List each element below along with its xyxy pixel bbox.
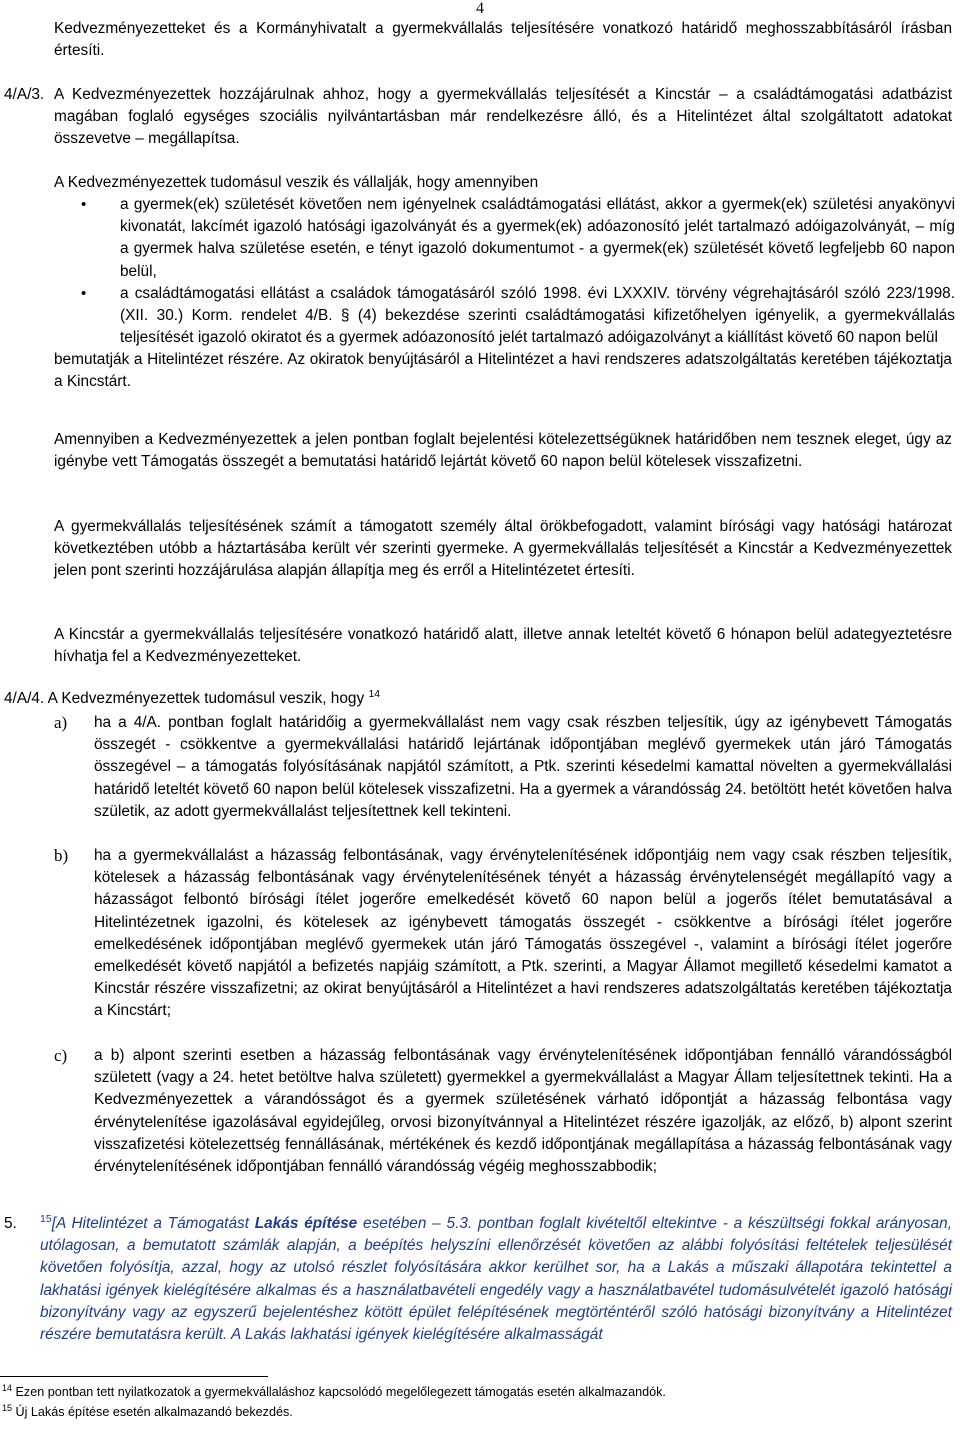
section-5-text-start: [A Hitelintézet a Támogatást [51, 1215, 249, 1232]
paragraph-kincstar [54, 624, 952, 668]
section-label-4a3: 4/A/3. [4, 86, 45, 103]
bullet-item-1 [76, 194, 955, 283]
page-number: 4 [476, 0, 484, 17]
footnote-15 [2, 1404, 293, 1420]
after-bullets-text: bemutatják a Hitelintézet részére. Az okiratok benyújtásáról a Hitelintézet a havi rendszeres adatszolgáltatás keretében tájékoztatja a Kincstárt. [54, 351, 952, 391]
footnote-ref-14[interactable]: 14 [368, 687, 381, 700]
section-label-5: 5. [4, 1215, 17, 1232]
section-4a3-paragraph [54, 84, 952, 151]
section-5-text [40, 1213, 952, 1346]
after-bullets-paragraph [54, 349, 952, 393]
intro-text: Kedvezményezetteket és a Kormányhivatalt a gyermekvállalás teljesítésére vonatkozó határidő meghosszabbításáról írásban értesíti. [54, 20, 952, 60]
list-item-c [54, 1045, 952, 1178]
bullet-item-2 [76, 283, 955, 350]
list-letter-b: b) [54, 846, 69, 865]
footnote-ref-15[interactable]: 15 [40, 1212, 52, 1225]
paragraph-adoption [54, 516, 952, 583]
footnote-num-14: 14 [2, 1382, 13, 1393]
bullet-text-1: • a gyermek(ek) születését követően nem igényelnek családtámogatási ellátást, akkor a gyermek(ek) születési anyakönyvi kivonatát, lakcímét igazoló hatósági igazolványát és a gyermek(ek) adóazonosító jelét tartalmazó adóigazolványát, – míg a gyermek halva születése esetén, e tényt igazoló dokumentumot - a gyermek(ek) születését követő legfeljebb 60 napon belül, [120, 196, 955, 280]
lead-text: A Kedvezményezettek tudomásul veszik és vállalják, hogy amennyiben [54, 174, 539, 191]
deadline-text: Amennyiben a Kedvezményezettek a jelen pontban foglalt bejelentési kötelezettségüknek határidőben nem tesznek eleget, úgy az igénybe vett Támogatás összegét a bemutatási határidő lejártát követő 60 napon belül kötelesek visszafizetni. [54, 431, 952, 471]
list-letter-c: c) [54, 1046, 68, 1065]
footnote-text-15: Új Lakás építése esetén alkalmazandó bekezdés. [15, 1405, 293, 1419]
section-5-text-rest: esetében – 5.3. pontban foglalt kivételtől eltekintve - a készültségi fokkal arányosan, utólagosan, a bemutatott számlák alapján, a beépítés helyszíni ellenőrzését követően az alábbi folyósítási feltételek teljesülését követően folyósítja, azzal, hogy az utolsó részlet folyósítására akkor kerülhet sor, ha a Lakás a műszaki állapotára tekintettel a lakhatási igények kielégítésére alkalmas és a használatbavételi engedély vagy a használatbavétel tudomásulvételét igazoló hatósági bizonyítvány vagy az egyszerű bejelentéshez kötött épület felépítésének megtörténtéről szóló hatósági bizonyítvány a Hitelintézet részére bemutatásra került. A Lakás lakhatási igények kielégítésére alkalmasságát [40, 1215, 953, 1344]
kincstar-text: A Kincstár a gyermekvállalás teljesítésére vonatkozó határidő alatt, illetve annak leteltét követő 6 hónapon belül adategyeztetésre hívhatja fel a Kedvezményezetteket. [54, 626, 952, 666]
footnote-num-15: 15 [2, 1402, 13, 1413]
list-text-c: a b) alpont szerinti esetben a házasság felbontásának vagy érvénytelenítésének időpontjában fennálló várandósságból született (vagy a 24. hetet betöltve halva született) gyermekkel a gyermekvállalást a Magyar Állam teljesítettnek tekinti. Ha a Kedvezményezettek a várandósságot és a gyermek születésének várható időpontját a házasság felbontása vagy érvénytelenítése igazolásával egyidejűleg, orvosi bizonyítvánnyal a Hitelintézet részére igazolják, az előző, b) alpont szerint visszafizetési kötelezettség fennállásának, mértékének és kezdő időpontjának megállapítása a házasság felbontásának vagy érvénytelenítésének időpontjában fennálló várandósság végéig meghosszabbodik; [94, 1047, 952, 1176]
intro-paragraph [54, 18, 952, 62]
paragraph-deadline [54, 429, 952, 473]
list-text-b: ha a gyermekvállalást a házasság felbontásának, vagy érvénytelenítésének időpontjáig nem vagy csak részben teljesítik, kötelesek a házasság felbontásának vagy érvénytelenítésének tényét a házasság érvénytelenségét megállapító vagy a házasságot felbontó bírósági ítélet jogerőre emelkedését követő 60 napon belül a jogerős ítélet bemutatásával a Hitelintézetnek igazolni, és kötelesek az igénybevett támogatás összegét - csökkentve a bírósági ítélet jogerőre emelkedésének időpontjában meglévő gyermekek után járó Támogatás összegével -, valamint a bírósági ítélet jogerőre emelkedését követő napjától a befizetés napjáig számított, a Ptk. szerinti, a Magyar Államot megillető késedelmi kamatot a Kincstár részére visszafizetni; az okirat benyújtásáról a Hitelintézet a havi rendszeres adatszolgáltatás keretében tájékoztatja a Kincstárt; [94, 847, 952, 1020]
section-4a3-lead [54, 172, 952, 194]
list-text-a: ha a 4/A. pontban foglalt határidőig a gyermekvállalást nem vagy csak részben teljesítik, úgy az igénybevett Támogatás összegét - csökkentve a gyermekvállalási határidő lejártának időpontjában meglévő gyermekek után járó Támogatás összegével – a támogatás folyósításának napjától számított, a Ptk. szerinti késedelmi kamattal növelten a gyermekvállalási határidő leteltét követő 60 napon belül kötelesek visszafizetni. Ha a gyermek a várandósság 24. betöltött hetét követően halva születik, az adott gyermekvállalást teljesítettnek kell tekinteni. [94, 714, 952, 820]
footnote-14 [2, 1384, 666, 1400]
footnote-divider [0, 1376, 268, 1377]
list-item-a [54, 712, 952, 823]
list-letter-a: a) [54, 713, 68, 732]
section-4a4-text: A Kedvezményezettek tudomásul veszik, hogy [47, 690, 365, 707]
footnote-text-14: Ezen pontban tett nyilatkozatok a gyermekvállaláshoz kapcsolódó megelőlegezett támogatás esetén alkalmazandók. [15, 1385, 666, 1399]
list-item-b [54, 845, 952, 1023]
section-label-4a4: 4/A/4. [4, 690, 45, 707]
section-5-paragraph [40, 1213, 952, 1346]
section-5-bold: Lakás építése [254, 1215, 358, 1232]
bullet-text-2: • a családtámogatási ellátást a családok támogatásáról szóló 1998. évi LXXXIV. törvény végrehajtásáról szóló 223/1998. (XII. 30.) Korm. rendelet 4/B. § (4) bekezdése szerinti családtámogatási kifizetőhelyen igényelik, a gyermekvállalás teljesítését igazoló okiratot és a gyermek adóazonosító jelét tartalmazó adóigazolványt a kiállítást követő 60 napon belül [120, 285, 955, 347]
section-4a3-text: A Kedvezményezettek hozzájárulnak ahhoz, hogy a gyermekvállalás teljesítését a Kincstár – a családtámogatási adatbázist magában foglaló egységes szociális nyilvántartásban már rendelkezésre álló, és a Hitelintézet által szolgáltatott adatokat összevetve – megállapítsa. [54, 86, 952, 148]
adoption-text: A gyermekvállalás teljesítésének számít a támogatott személy által örökbefogadott, valamint bírósági vagy hatósági határozat következtében utóbb a háztartásába került vér szerinti gyermeke. A gyermekvállalás teljesítését a Kincstár a Kedvezményezettek jelen pont szerinti hozzájárulása alapján állapítja meg és erről a Hitelintézetet értesíti. [54, 518, 952, 580]
section-4a4-heading [4, 688, 380, 710]
